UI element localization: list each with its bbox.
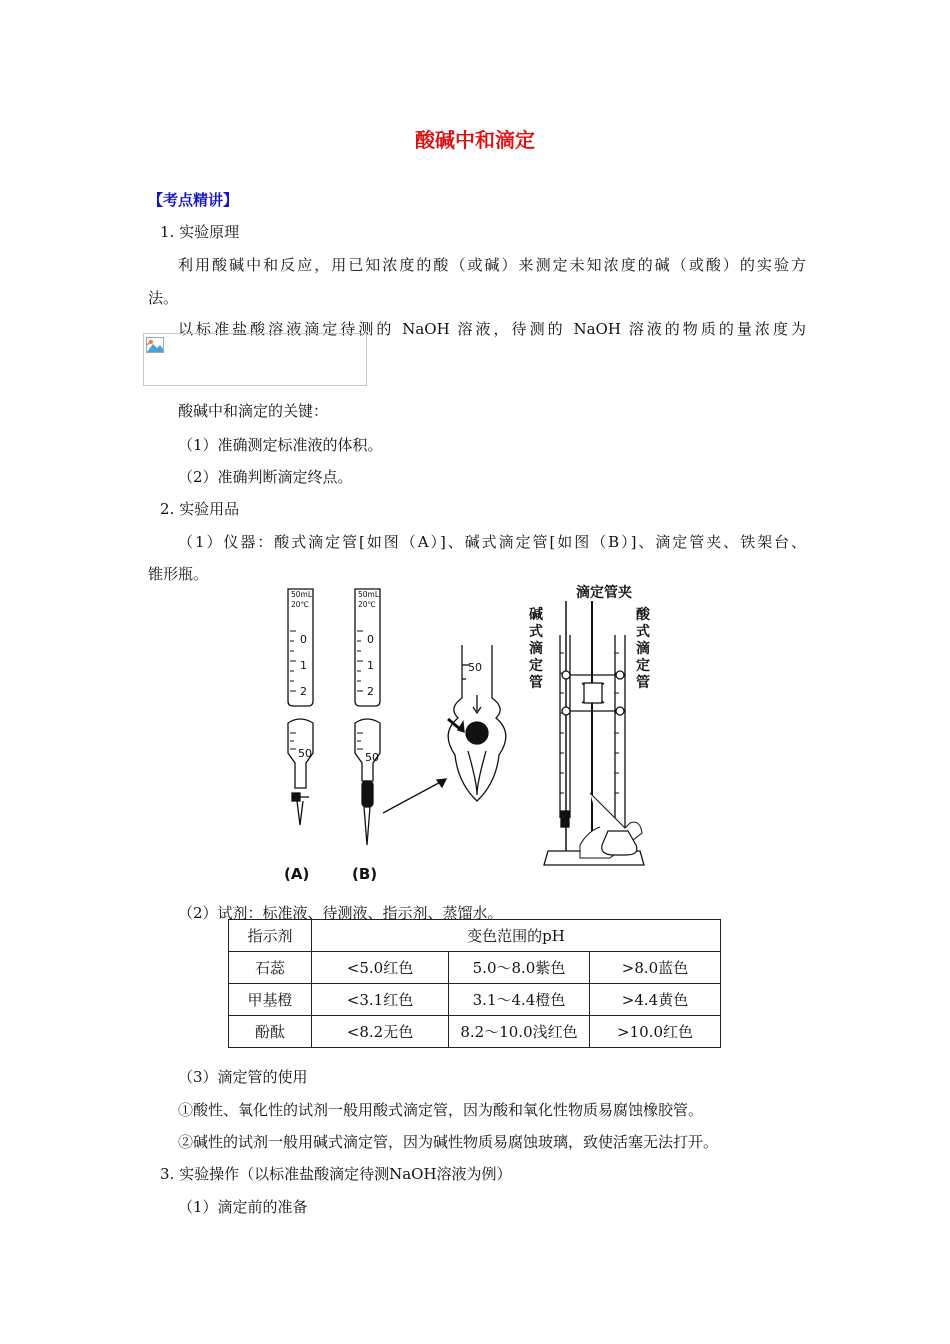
tick-50-a: 50 [298, 747, 312, 760]
principle-paragraph-line-1: 利用酸碱中和反应，用已知浓度的酸（或碱）来测定未知浓度的碱（或酸）的实验方 [178, 256, 806, 274]
table-cell: <8.2无色 [312, 1016, 449, 1048]
key-point-1: （1）准确测定标准液的体积。 [178, 436, 383, 454]
usage-point-1: ①酸性、氧化性的试剂一般用酸式滴定管，因为酸和氧化性物质易腐蚀橡胶管。 [178, 1101, 704, 1119]
base-burette-b [355, 589, 380, 845]
broken-image-icon [146, 337, 164, 353]
table-row [229, 952, 721, 984]
principle-paragraph-line-2: 法。 [148, 289, 179, 307]
table-row [229, 984, 721, 1016]
formula-image-placeholder [143, 333, 367, 386]
clamp-label [576, 584, 632, 601]
section-3-heading: 3. 实验操作（以标准盐酸滴定待测NaOH溶液为例） [160, 1165, 512, 1183]
table-cell: 酚酞 [229, 1016, 312, 1048]
titration-stand [544, 601, 644, 865]
base-burette-label: 碱式滴定管 [529, 607, 543, 691]
table-header-row [229, 920, 721, 952]
key-heading: 酸碱中和滴定的关键： [178, 402, 329, 420]
table-cell: 3.1～4.4橙色 [449, 984, 590, 1016]
clamp-label-text: 滴定管夹 [576, 585, 632, 601]
rubber-tube-detail [448, 645, 506, 801]
concentration-paragraph-line-1: 以标准盐酸溶液滴定待测的 NaOH 溶液，待测的 NaOH 溶液的物质的量浓度为 [178, 320, 806, 338]
table-cell: <5.0红色 [312, 952, 449, 984]
table-cell: <3.1红色 [312, 984, 449, 1016]
acid-burette-label: 酸式滴定管 [636, 607, 650, 691]
reagents-line: （2）试剂：标准液、待测液、指示剂、蒸馏水。 [178, 904, 503, 922]
scale-volume-b: 50mL [358, 590, 380, 599]
key-point-2: （2）准确判断滴定终点。 [178, 468, 353, 486]
section-heading: 【考点精讲】 [148, 191, 239, 209]
table-cell: 甲基橙 [229, 984, 312, 1016]
scale-temperature-a: 20℃ [291, 600, 309, 609]
scale-temperature-b: 20℃ [358, 600, 376, 609]
tick-2-b: 2 [367, 685, 374, 698]
acid-burette-a [288, 589, 313, 825]
usage-heading: （3）滴定管的使用 [178, 1068, 308, 1086]
tick-50-detail: 50 [468, 661, 482, 674]
section-2-heading: 2. 实验用品 [160, 500, 240, 518]
tick-2-a: 2 [300, 685, 307, 698]
table-header-cell: 指示剂 [229, 920, 312, 952]
table-cell: 5.0～8.0紫色 [449, 952, 590, 984]
burette-figure [270, 583, 670, 883]
table-row [229, 1016, 721, 1048]
indicator-table [228, 919, 721, 1048]
usage-point-2: ②碱性的试剂一般用碱式滴定管，因为碱性物质易腐蚀玻璃，致使活塞无法打开。 [178, 1133, 719, 1151]
instruments-line-1: （1）仪器：酸式滴定管[如图（A）]、碱式滴定管[如图（B）]、滴定管夹、铁架台、 [178, 533, 806, 551]
preparation-heading: （1）滴定前的准备 [178, 1198, 308, 1216]
table-cell: >8.0蓝色 [590, 952, 721, 984]
tick-1-a: 1 [300, 659, 307, 672]
table-header-cell: 变色范围的pH [312, 920, 721, 952]
table-cell: >4.4黄色 [590, 984, 721, 1016]
scale-volume-a: 50mL [291, 590, 313, 599]
table-cell: 8.2～10.0浅红色 [449, 1016, 590, 1048]
table-cell: 石蕊 [229, 952, 312, 984]
table-cell: >10.0红色 [590, 1016, 721, 1048]
label-b: (B) [352, 865, 378, 883]
label-a: (A) [284, 865, 310, 883]
tick-1-b: 1 [367, 659, 374, 672]
section-1-heading: 1. 实验原理 [160, 223, 240, 241]
tick-0-a: 0 [300, 633, 307, 646]
instruments-line-2: 锥形瓶。 [148, 565, 209, 583]
tick-50-b: 50 [365, 751, 379, 764]
tick-0-b: 0 [367, 633, 374, 646]
page-title: 酸碱中和滴定 [415, 128, 535, 152]
